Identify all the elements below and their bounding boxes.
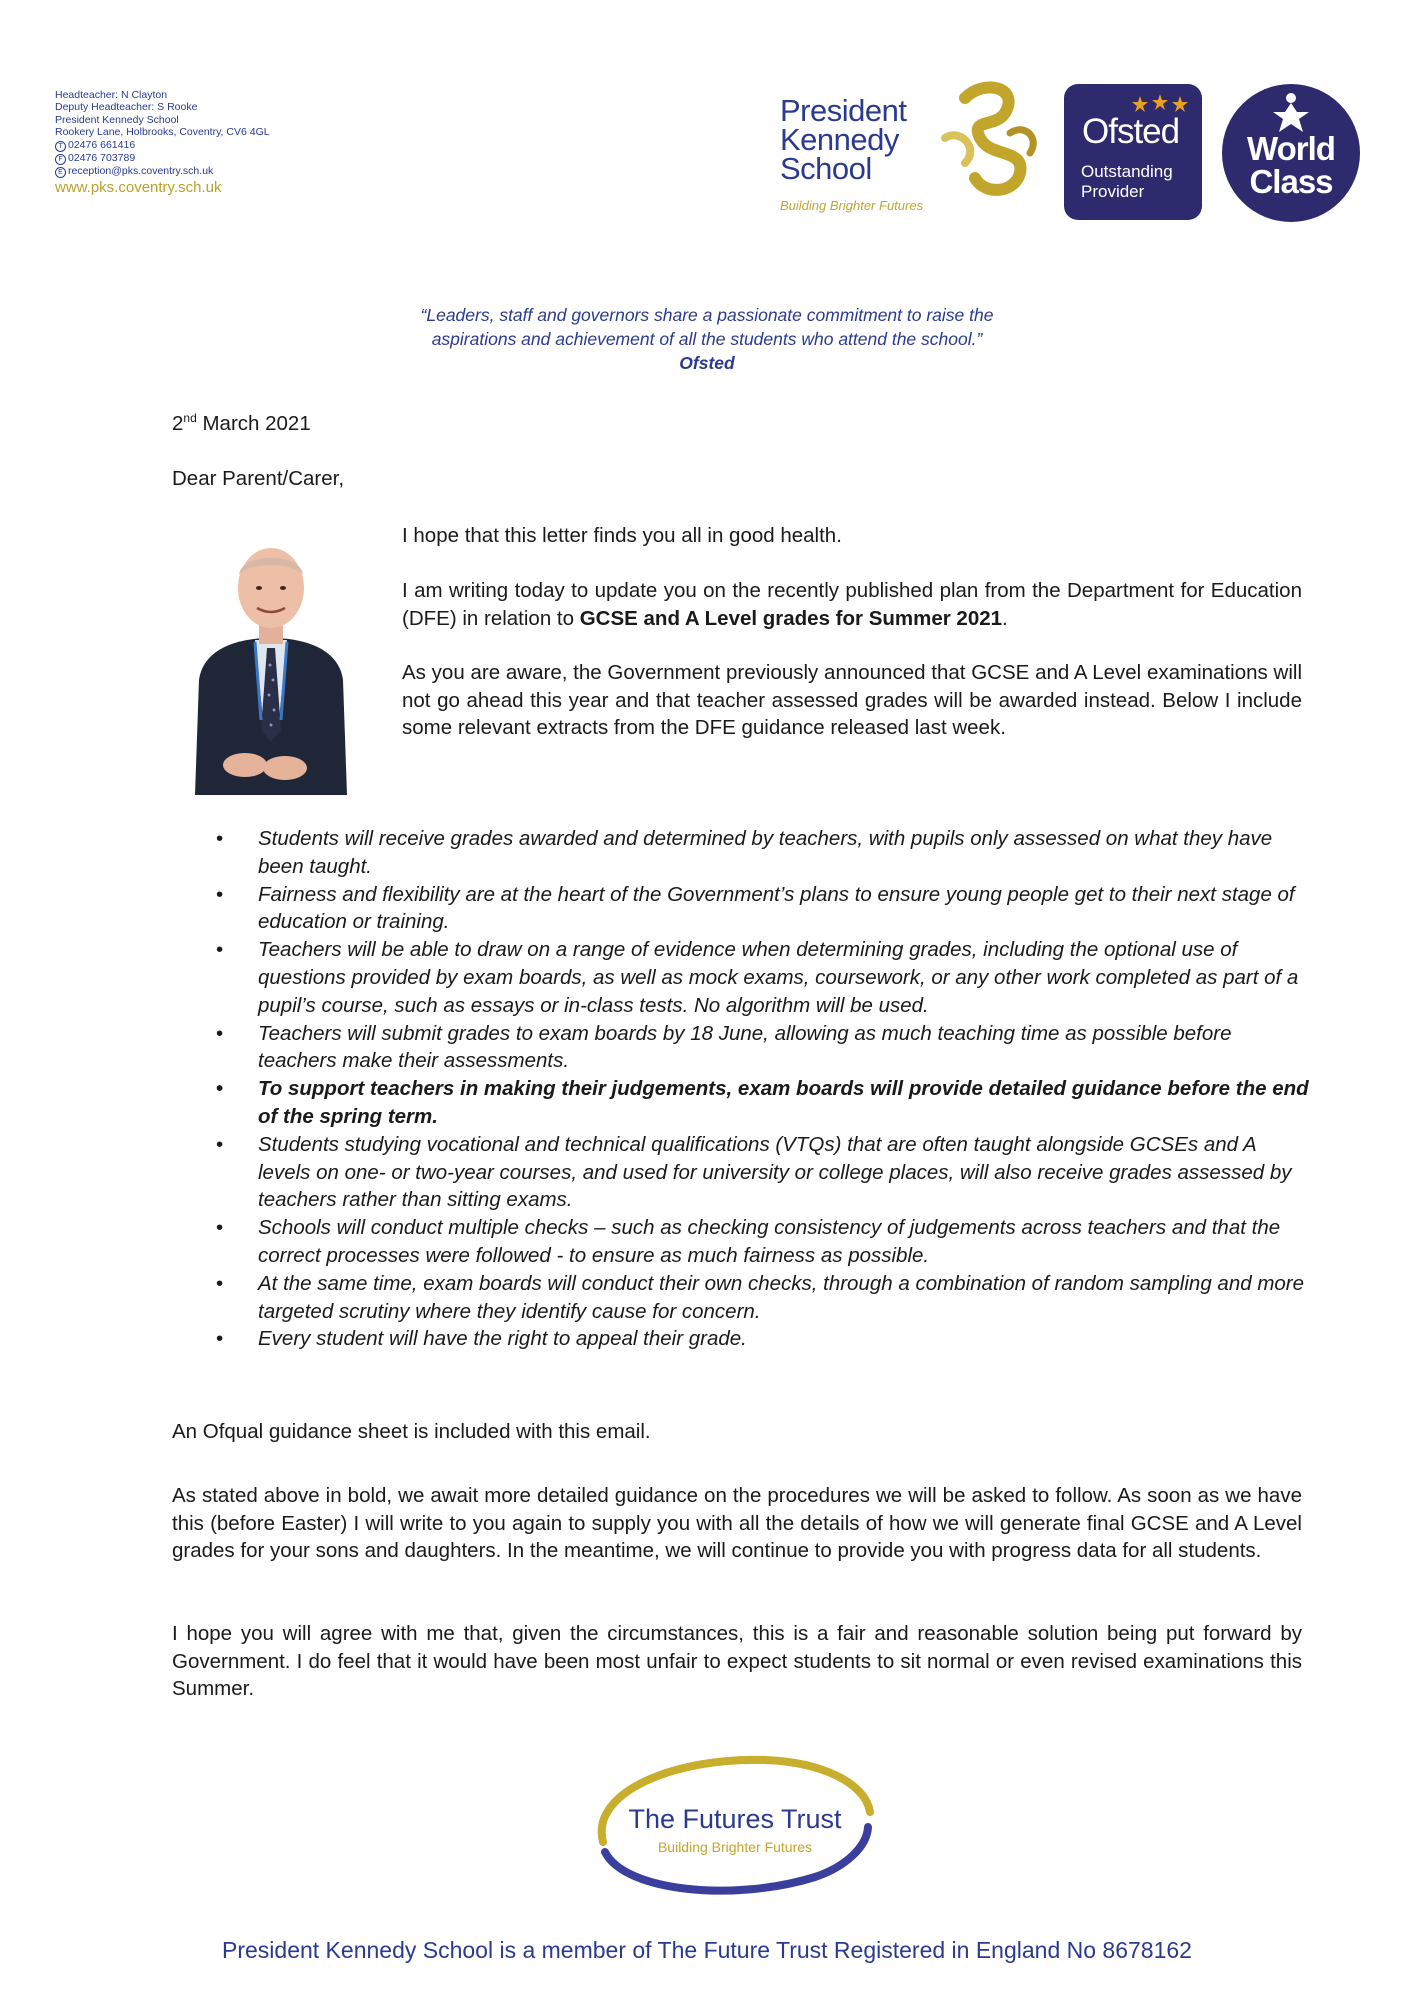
email-line xyxy=(55,165,385,178)
paragraph-update xyxy=(402,577,1302,632)
deputy-headteacher-line: Deputy Headteacher: S Rooke xyxy=(55,101,198,114)
list-item: • Teachers will submit grades to exam boards by 18 June, allowing as much teaching time as possible before teachers make their assessments. xyxy=(212,1020,1312,1076)
salutation: Dear Parent/Carer, xyxy=(172,467,345,490)
list-item: • Students will receive grades awarded and determined by teachers, with pupils only assessed on what they have been taught. xyxy=(212,825,1312,881)
date-day: 2 xyxy=(172,411,184,435)
school-name-line: President Kennedy School xyxy=(55,113,179,126)
logo-word-president: President xyxy=(780,93,907,128)
list-item: • Students studying vocational and technical qualifications (VTQs) that are often taught alongside GCSEs and A levels on one- or two-year courses, and used for university or college places, will also receive grades assessed by teachers rather than sitting exams. xyxy=(212,1131,1312,1214)
date-suffix: nd xyxy=(183,411,197,425)
quote-line-2: aspirations and achievement of all the students who attend the school.” xyxy=(431,329,983,349)
email-icon: E xyxy=(55,167,66,178)
ofsted-rating-line-1: Outstanding xyxy=(1081,162,1173,181)
update-text-end: . xyxy=(1002,606,1008,630)
list-item-bold: • To support teachers in making their judgements, exam boards will provide detailed guidance before the end of the spring term. xyxy=(212,1075,1312,1131)
paragraph-conclusion: I hope you will agree with me that, given the circumstances, this is a fair and reasonable solution being put forward by Government. I do feel that it would have been most unfair to expect students to sit normal or even revised examinations this Summer. xyxy=(172,1622,1302,1700)
ofsted-quote xyxy=(300,303,1114,375)
star-figure-icon xyxy=(1273,92,1309,132)
date-month-year: March 2021 xyxy=(196,411,311,435)
gold-swirl-icon xyxy=(925,78,1050,198)
school-tagline: Building Brighter Futures xyxy=(780,198,924,213)
paragraph-ofqual: An Ofqual guidance sheet is included with this email. xyxy=(172,1420,651,1443)
ofsted-rating-line-2: Provider xyxy=(1081,182,1145,201)
quote-line-1: “Leaders, staff and governors share a passionate commitment to raise the xyxy=(420,305,994,325)
list-item: • Schools will conduct multiple checks – such as checking consistency of judgements across teachers and that the correct processes were followed - to ensure as much fairness as possible. xyxy=(212,1214,1312,1270)
trust-name: The Futures Trust xyxy=(628,1804,842,1834)
ofsted-badge xyxy=(1064,84,1202,220)
phone-number: 02476 661416 xyxy=(68,138,136,151)
website-link[interactable]: www.pks.coventry.sch.uk xyxy=(55,178,222,196)
school-logo xyxy=(780,78,1040,218)
email-address[interactable]: reception@pks.coventry.sch.uk xyxy=(68,164,214,177)
school-contact-block xyxy=(55,89,385,197)
world-word: World xyxy=(1247,130,1335,167)
list-item: • At the same time, exam boards will conduct their own checks, through a combination of random sampling and more targeted scrutiny where they identify cause for concern. xyxy=(212,1270,1312,1326)
ofsted-wordmark: Ofsted xyxy=(1082,112,1180,151)
world-class-text xyxy=(1222,132,1360,198)
list-item: • Teachers will be able to draw on a range of evidence when determining grades, including the optional use of questions provided by exam boards, as well as mock exams, coursework, or any other work completed as part of a pupil’s course, such as essays or in-class tests. No algorithm will be used. xyxy=(212,936,1312,1019)
paragraph-announcement: As you are aware, the Government previously announced that GCSE and A Level examinations will not go ahead this year and that teacher assessed grades will be awarded instead. Below I include some relevant extracts from the DFE guidance released last week. xyxy=(402,661,1302,739)
phone-line xyxy=(55,139,385,152)
phone-icon: T xyxy=(55,141,66,152)
update-bold-text: GCSE and A Level grades for Summer 2021 xyxy=(579,606,1003,630)
headteacher-photo xyxy=(175,530,367,795)
letter-date xyxy=(172,411,311,436)
address-line: Rookery Lane, Holbrooks, Coventry, CV6 4GL xyxy=(55,126,270,139)
futures-trust-logo xyxy=(585,1752,875,1897)
logo-word-school: School xyxy=(780,151,872,186)
quote-source: Ofsted xyxy=(679,353,735,373)
fax-number: 02476 703789 xyxy=(68,151,136,164)
paragraph-await-guidance: As stated above in bold, we await more detailed guidance on the procedures we will be asked to follow. As soon as we have this (before Easter) I will write to you again to supply you with all the details of how we will generate final GCSE and A Level grades for your sons and daughters. In the meantime, we will continue to provide you with progress data for all students. xyxy=(172,1484,1302,1562)
paragraph-greeting: I hope that this letter finds you all in good health. xyxy=(402,524,842,547)
ofsted-rating xyxy=(1081,162,1173,202)
class-word: Class xyxy=(1249,163,1333,200)
school-logo-text xyxy=(780,93,907,186)
dfe-guidance-list xyxy=(212,825,1312,1353)
fax-icon: F xyxy=(55,154,66,165)
fax-line xyxy=(55,152,385,165)
update-text: I am writing today to update you on the recently published plan from the Department for Education (DFE) in relation to xyxy=(402,579,1302,630)
headteacher-line: Headteacher: N Clayton xyxy=(55,89,168,101)
list-item: • Every student will have the right to appeal their grade. xyxy=(212,1325,1312,1353)
registration-footer: President Kennedy School is a member of The Future Trust Registered in England No 8678162 xyxy=(222,1937,1192,1963)
logo-word-kennedy: Kennedy xyxy=(780,122,899,157)
world-class-badge xyxy=(1222,84,1360,222)
list-item: • Fairness and flexibility are at the heart of the Government’s plans to ensure young people get to their next stage of education or training. xyxy=(212,881,1312,937)
trust-tagline: Building Brighter Futures xyxy=(657,1839,813,1855)
